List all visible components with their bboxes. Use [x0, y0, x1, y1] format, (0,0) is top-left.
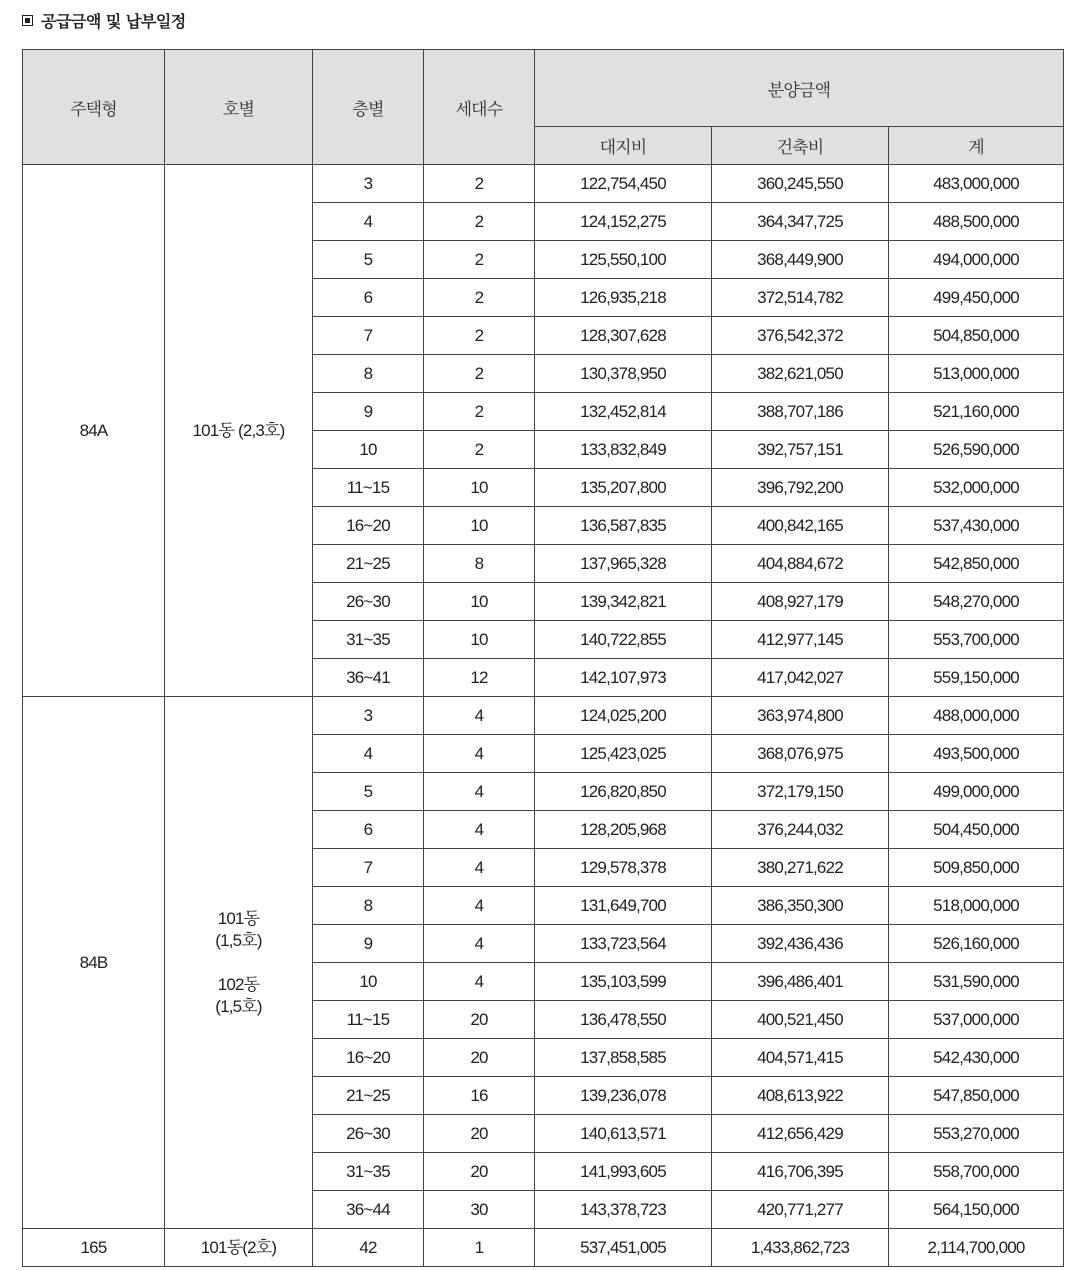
cell-households: 4: [424, 773, 535, 811]
cell-total: 532,000,000: [889, 469, 1064, 507]
cell-total: 509,850,000: [889, 849, 1064, 887]
unit-line: 101동 (2,3호): [192, 420, 285, 440]
cell-total: 547,850,000: [889, 1077, 1064, 1115]
cell-building: 404,571,415: [712, 1039, 889, 1077]
cell-land: 142,107,973: [535, 659, 712, 697]
cell-total: 564,150,000: [889, 1191, 1064, 1229]
cell-floor: 11~15: [313, 469, 424, 507]
cell-floor: 7: [313, 317, 424, 355]
table-body: [23, 165, 1064, 1267]
cell-households: 2: [424, 317, 535, 355]
cell-floor: 4: [313, 735, 424, 773]
cell-floor: 9: [313, 393, 424, 431]
cell-land: 130,378,950: [535, 355, 712, 393]
cell-land: 537,451,005: [535, 1229, 712, 1267]
cell-land: 125,423,025: [535, 735, 712, 773]
cell-land: 137,858,585: [535, 1039, 712, 1077]
cell-building: 400,842,165: [712, 507, 889, 545]
cell-households: 20: [424, 1039, 535, 1077]
cell-land: 136,478,550: [535, 1001, 712, 1039]
cell-households: 30: [424, 1191, 535, 1229]
cell-unit: [165, 697, 313, 1229]
cell-building: 376,542,372: [712, 317, 889, 355]
cell-building: 416,706,395: [712, 1153, 889, 1191]
cell-floor: 6: [313, 811, 424, 849]
cell-households: 2: [424, 279, 535, 317]
cell-building: 412,977,145: [712, 621, 889, 659]
cell-total: 513,000,000: [889, 355, 1064, 393]
cell-land: 131,649,700: [535, 887, 712, 925]
cell-total: 537,000,000: [889, 1001, 1064, 1039]
section-title: [22, 8, 186, 32]
header-unit: 호별: [165, 50, 313, 165]
unit-line: 101동(2호): [200, 1237, 277, 1257]
cell-building: 388,707,186: [712, 393, 889, 431]
cell-households: 2: [424, 203, 535, 241]
unit-line: 101동: [217, 908, 260, 928]
header-type: 주택형: [23, 50, 165, 165]
cell-building: 368,076,975: [712, 735, 889, 773]
cell-floor: 3: [313, 697, 424, 735]
cell-floor: 36~44: [313, 1191, 424, 1229]
table-header: [23, 50, 1064, 165]
cell-total: 518,000,000: [889, 887, 1064, 925]
cell-floor: 6: [313, 279, 424, 317]
cell-floor: 36~41: [313, 659, 424, 697]
cell-total: 548,270,000: [889, 583, 1064, 621]
header-households: 세대수: [424, 50, 535, 165]
unit-line: (1,5호): [215, 930, 262, 950]
cell-building: 382,621,050: [712, 355, 889, 393]
cell-building: 372,514,782: [712, 279, 889, 317]
cell-households: 12: [424, 659, 535, 697]
cell-building: 412,656,429: [712, 1115, 889, 1153]
cell-total: 488,500,000: [889, 203, 1064, 241]
cell-land: 140,613,571: [535, 1115, 712, 1153]
cell-floor: 9: [313, 925, 424, 963]
cell-households: 10: [424, 621, 535, 659]
cell-building: 420,771,277: [712, 1191, 889, 1229]
cell-land: 132,452,814: [535, 393, 712, 431]
cell-building: 364,347,725: [712, 203, 889, 241]
cell-land: 129,578,378: [535, 849, 712, 887]
cell-households: 4: [424, 887, 535, 925]
cell-floor: 21~25: [313, 545, 424, 583]
cell-floor: 3: [313, 165, 424, 203]
cell-land: 128,307,628: [535, 317, 712, 355]
cell-building: 396,486,401: [712, 963, 889, 1001]
cell-land: 133,723,564: [535, 925, 712, 963]
table-row: [23, 697, 1064, 735]
cell-building: 368,449,900: [712, 241, 889, 279]
cell-floor: 26~30: [313, 583, 424, 621]
supply-price-table: [22, 49, 1064, 1267]
cell-total: 493,500,000: [889, 735, 1064, 773]
cell-building: 392,436,436: [712, 925, 889, 963]
cell-land: 139,342,821: [535, 583, 712, 621]
cell-land: 143,378,723: [535, 1191, 712, 1229]
section-title-text: 공급금액 및 납부일정: [41, 11, 186, 31]
cell-unit: [165, 165, 313, 697]
cell-land: 135,103,599: [535, 963, 712, 1001]
cell-building: 363,974,800: [712, 697, 889, 735]
cell-land: 126,820,850: [535, 773, 712, 811]
cell-floor: 5: [313, 773, 424, 811]
cell-total: 521,160,000: [889, 393, 1064, 431]
cell-type: 165: [23, 1229, 165, 1267]
cell-building: 376,244,032: [712, 811, 889, 849]
table-row: [23, 165, 1064, 203]
cell-land: 125,550,100: [535, 241, 712, 279]
cell-households: 4: [424, 811, 535, 849]
cell-total: 499,450,000: [889, 279, 1064, 317]
cell-building: 372,179,150: [712, 773, 889, 811]
header-floor: 층별: [313, 50, 424, 165]
cell-land: 136,587,835: [535, 507, 712, 545]
cell-households: 1: [424, 1229, 535, 1267]
cell-floor: 11~15: [313, 1001, 424, 1039]
cell-households: 4: [424, 925, 535, 963]
cell-building: 360,245,550: [712, 165, 889, 203]
cell-total: 526,160,000: [889, 925, 1064, 963]
cell-building: 404,884,672: [712, 545, 889, 583]
cell-households: 10: [424, 507, 535, 545]
cell-floor: 21~25: [313, 1077, 424, 1115]
cell-households: 2: [424, 431, 535, 469]
cell-floor: 8: [313, 355, 424, 393]
square-bullet-icon: [22, 15, 33, 26]
cell-total: 504,450,000: [889, 811, 1064, 849]
cell-households: 4: [424, 849, 535, 887]
header-land: 대지비: [535, 127, 712, 165]
cell-building: 396,792,200: [712, 469, 889, 507]
cell-floor: 16~20: [313, 1039, 424, 1077]
cell-land: 140,722,855: [535, 621, 712, 659]
cell-households: 2: [424, 241, 535, 279]
cell-floor: 42: [313, 1229, 424, 1267]
cell-land: 141,993,605: [535, 1153, 712, 1191]
cell-type: 84B: [23, 697, 165, 1229]
cell-floor: 31~35: [313, 621, 424, 659]
cell-building: 386,350,300: [712, 887, 889, 925]
cell-total: 537,430,000: [889, 507, 1064, 545]
cell-building: 408,927,179: [712, 583, 889, 621]
cell-total: 558,700,000: [889, 1153, 1064, 1191]
cell-households: 8: [424, 545, 535, 583]
cell-floor: 10: [313, 431, 424, 469]
cell-total: 531,590,000: [889, 963, 1064, 1001]
cell-building: 417,042,027: [712, 659, 889, 697]
cell-floor: 4: [313, 203, 424, 241]
unit-line: (1,5호): [215, 996, 262, 1016]
cell-building: 392,757,151: [712, 431, 889, 469]
cell-floor: 7: [313, 849, 424, 887]
table-row: [23, 1229, 1064, 1267]
unit-line: [165, 952, 312, 974]
cell-total: 559,150,000: [889, 659, 1064, 697]
cell-land: 133,832,849: [535, 431, 712, 469]
cell-building: 380,271,622: [712, 849, 889, 887]
cell-floor: 5: [313, 241, 424, 279]
cell-households: 4: [424, 963, 535, 1001]
cell-floor: 10: [313, 963, 424, 1001]
cell-unit: [165, 1229, 313, 1267]
cell-households: 20: [424, 1153, 535, 1191]
cell-floor: 31~35: [313, 1153, 424, 1191]
cell-total: 526,590,000: [889, 431, 1064, 469]
cell-households: 4: [424, 697, 535, 735]
cell-total: 494,000,000: [889, 241, 1064, 279]
cell-households: 20: [424, 1001, 535, 1039]
cell-households: 2: [424, 355, 535, 393]
header-total: 계: [889, 127, 1064, 165]
cell-households: 16: [424, 1077, 535, 1115]
cell-type: 84A: [23, 165, 165, 697]
cell-land: 122,754,450: [535, 165, 712, 203]
cell-total: 553,700,000: [889, 621, 1064, 659]
cell-land: 135,207,800: [535, 469, 712, 507]
cell-total: 542,430,000: [889, 1039, 1064, 1077]
cell-building: 408,613,922: [712, 1077, 889, 1115]
cell-floor: 8: [313, 887, 424, 925]
header-price: 분양금액: [535, 50, 1064, 127]
cell-land: 124,152,275: [535, 203, 712, 241]
cell-total: 488,000,000: [889, 697, 1064, 735]
cell-land: 124,025,200: [535, 697, 712, 735]
cell-land: 137,965,328: [535, 545, 712, 583]
cell-land: 128,205,968: [535, 811, 712, 849]
cell-total: 483,000,000: [889, 165, 1064, 203]
cell-building: 400,521,450: [712, 1001, 889, 1039]
cell-land: 126,935,218: [535, 279, 712, 317]
cell-households: 2: [424, 393, 535, 431]
cell-total: 553,270,000: [889, 1115, 1064, 1153]
cell-total: 504,850,000: [889, 317, 1064, 355]
cell-households: 20: [424, 1115, 535, 1153]
cell-households: 10: [424, 469, 535, 507]
unit-line: 102동: [217, 974, 260, 994]
cell-households: 2: [424, 165, 535, 203]
cell-building: 1,433,862,723: [712, 1229, 889, 1267]
cell-households: 10: [424, 583, 535, 621]
header-building: 건축비: [712, 127, 889, 165]
cell-land: 139,236,078: [535, 1077, 712, 1115]
cell-total: 542,850,000: [889, 545, 1064, 583]
cell-total: 499,000,000: [889, 773, 1064, 811]
cell-households: 4: [424, 735, 535, 773]
cell-total: 2,114,700,000: [889, 1229, 1064, 1267]
cell-floor: 16~20: [313, 507, 424, 545]
cell-floor: 26~30: [313, 1115, 424, 1153]
